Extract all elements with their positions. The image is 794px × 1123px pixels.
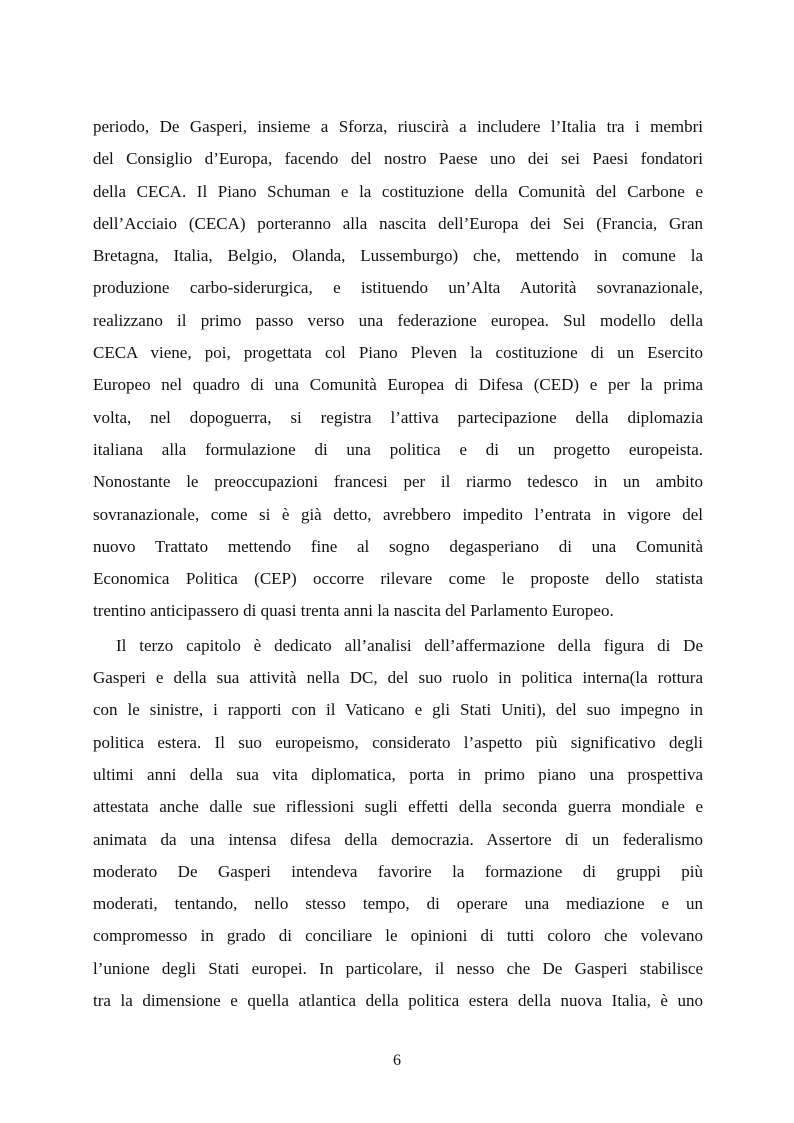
text-line: CECA viene, poi, progettata col Piano Pleven la costituzione di un Esercito	[93, 343, 703, 363]
page-number: 6	[393, 1052, 401, 1069]
text-line: moderato De Gasperi intendeva favorire la formazione di gruppi più	[93, 861, 703, 881]
text-line: Bretagna, Italia, Belgio, Olanda, Lussemburgo) che, mettendo in comune la	[93, 246, 703, 266]
text-line: italiana alla formulazione di una politica e di un progetto europeista.	[93, 439, 703, 459]
text-line: periodo, De Gasperi, insieme a Sforza, riuscirà a includere l’Italia tra i membri	[93, 117, 703, 136]
text-line: moderati, tentando, nello stesso tempo, di operare una mediazione e un	[93, 894, 703, 914]
text-line: ultimi anni della sua vita diplomatica, porta in primo piano una prospettiva	[93, 764, 703, 784]
text-line: con le sinistre, i rapporti con il Vaticano e gli Stati Uniti), del suo impegno in	[93, 700, 703, 720]
text-line: Nonostante le preoccupazioni francesi per il riarmo tedesco in un ambito	[93, 472, 703, 492]
text-line: tra la dimensione e quella atlantica della politica estera della nuova Italia, è uno	[93, 991, 703, 1011]
page-body	[93, 111, 703, 1017]
text-line: compromesso in grado di conciliare le opinioni di tutti coloro che volevano	[93, 926, 703, 946]
text-line: volta, nel dopoguerra, si registra l’attiva partecipazione della diplomazia	[93, 407, 703, 427]
text-line: politica estera. Il suo europeismo, considerato l’aspetto più significativo degli	[93, 732, 703, 752]
text-line: Il terzo capitolo è dedicato all’analisi dell’affermazione della figura di De	[116, 635, 703, 655]
text-line: Gasperi e della sua attività nella DC, del suo ruolo in politica interna(la rottura	[93, 668, 703, 688]
text-line: produzione carbo-siderurgica, e istituendo un’Alta Autorità sovranazionale,	[93, 278, 703, 298]
text-line: realizzano il primo passo verso una federazione europea. Sul modello della	[93, 310, 703, 330]
text-line: dell’Acciaio (CECA) porteranno alla nascita dell’Europa dei Sei (Francia, Gran	[93, 213, 703, 233]
text-line: sovranazionale, come si è già detto, avrebbero impedito l’entrata in vigore del	[93, 504, 703, 524]
text-line: del Consiglio d’Europa, facendo del nostro Paese uno dei sei Paesi fondatori	[93, 149, 703, 169]
paragraph	[93, 630, 703, 1018]
text-line: nuovo Trattato mettendo fine al sogno degasperiano di una Comunità	[93, 536, 703, 556]
text-line: Europeo nel quadro di una Comunità Europea di Difesa (CED) e per la prima	[93, 375, 703, 395]
text-line: attestata anche dalle sue riflessioni sugli effetti della seconda guerra mondiale e	[93, 797, 703, 817]
text-line: trentino anticipassero di quasi trenta anni la nascita del Parlamento Europeo.	[93, 601, 614, 621]
text-line: animata da una intensa difesa della democrazia. Assertore di un federalismo	[93, 829, 703, 849]
text-line: l’unione degli Stati europei. In particolare, il nesso che De Gasperi stabilisce	[93, 958, 703, 978]
text-line: Economica Politica (CEP) occorre rilevare come le proposte dello statista	[93, 569, 703, 589]
paragraph	[93, 111, 703, 628]
text-line: della CECA. Il Piano Schuman e la costituzione della Comunità del Carbone e	[93, 181, 703, 201]
